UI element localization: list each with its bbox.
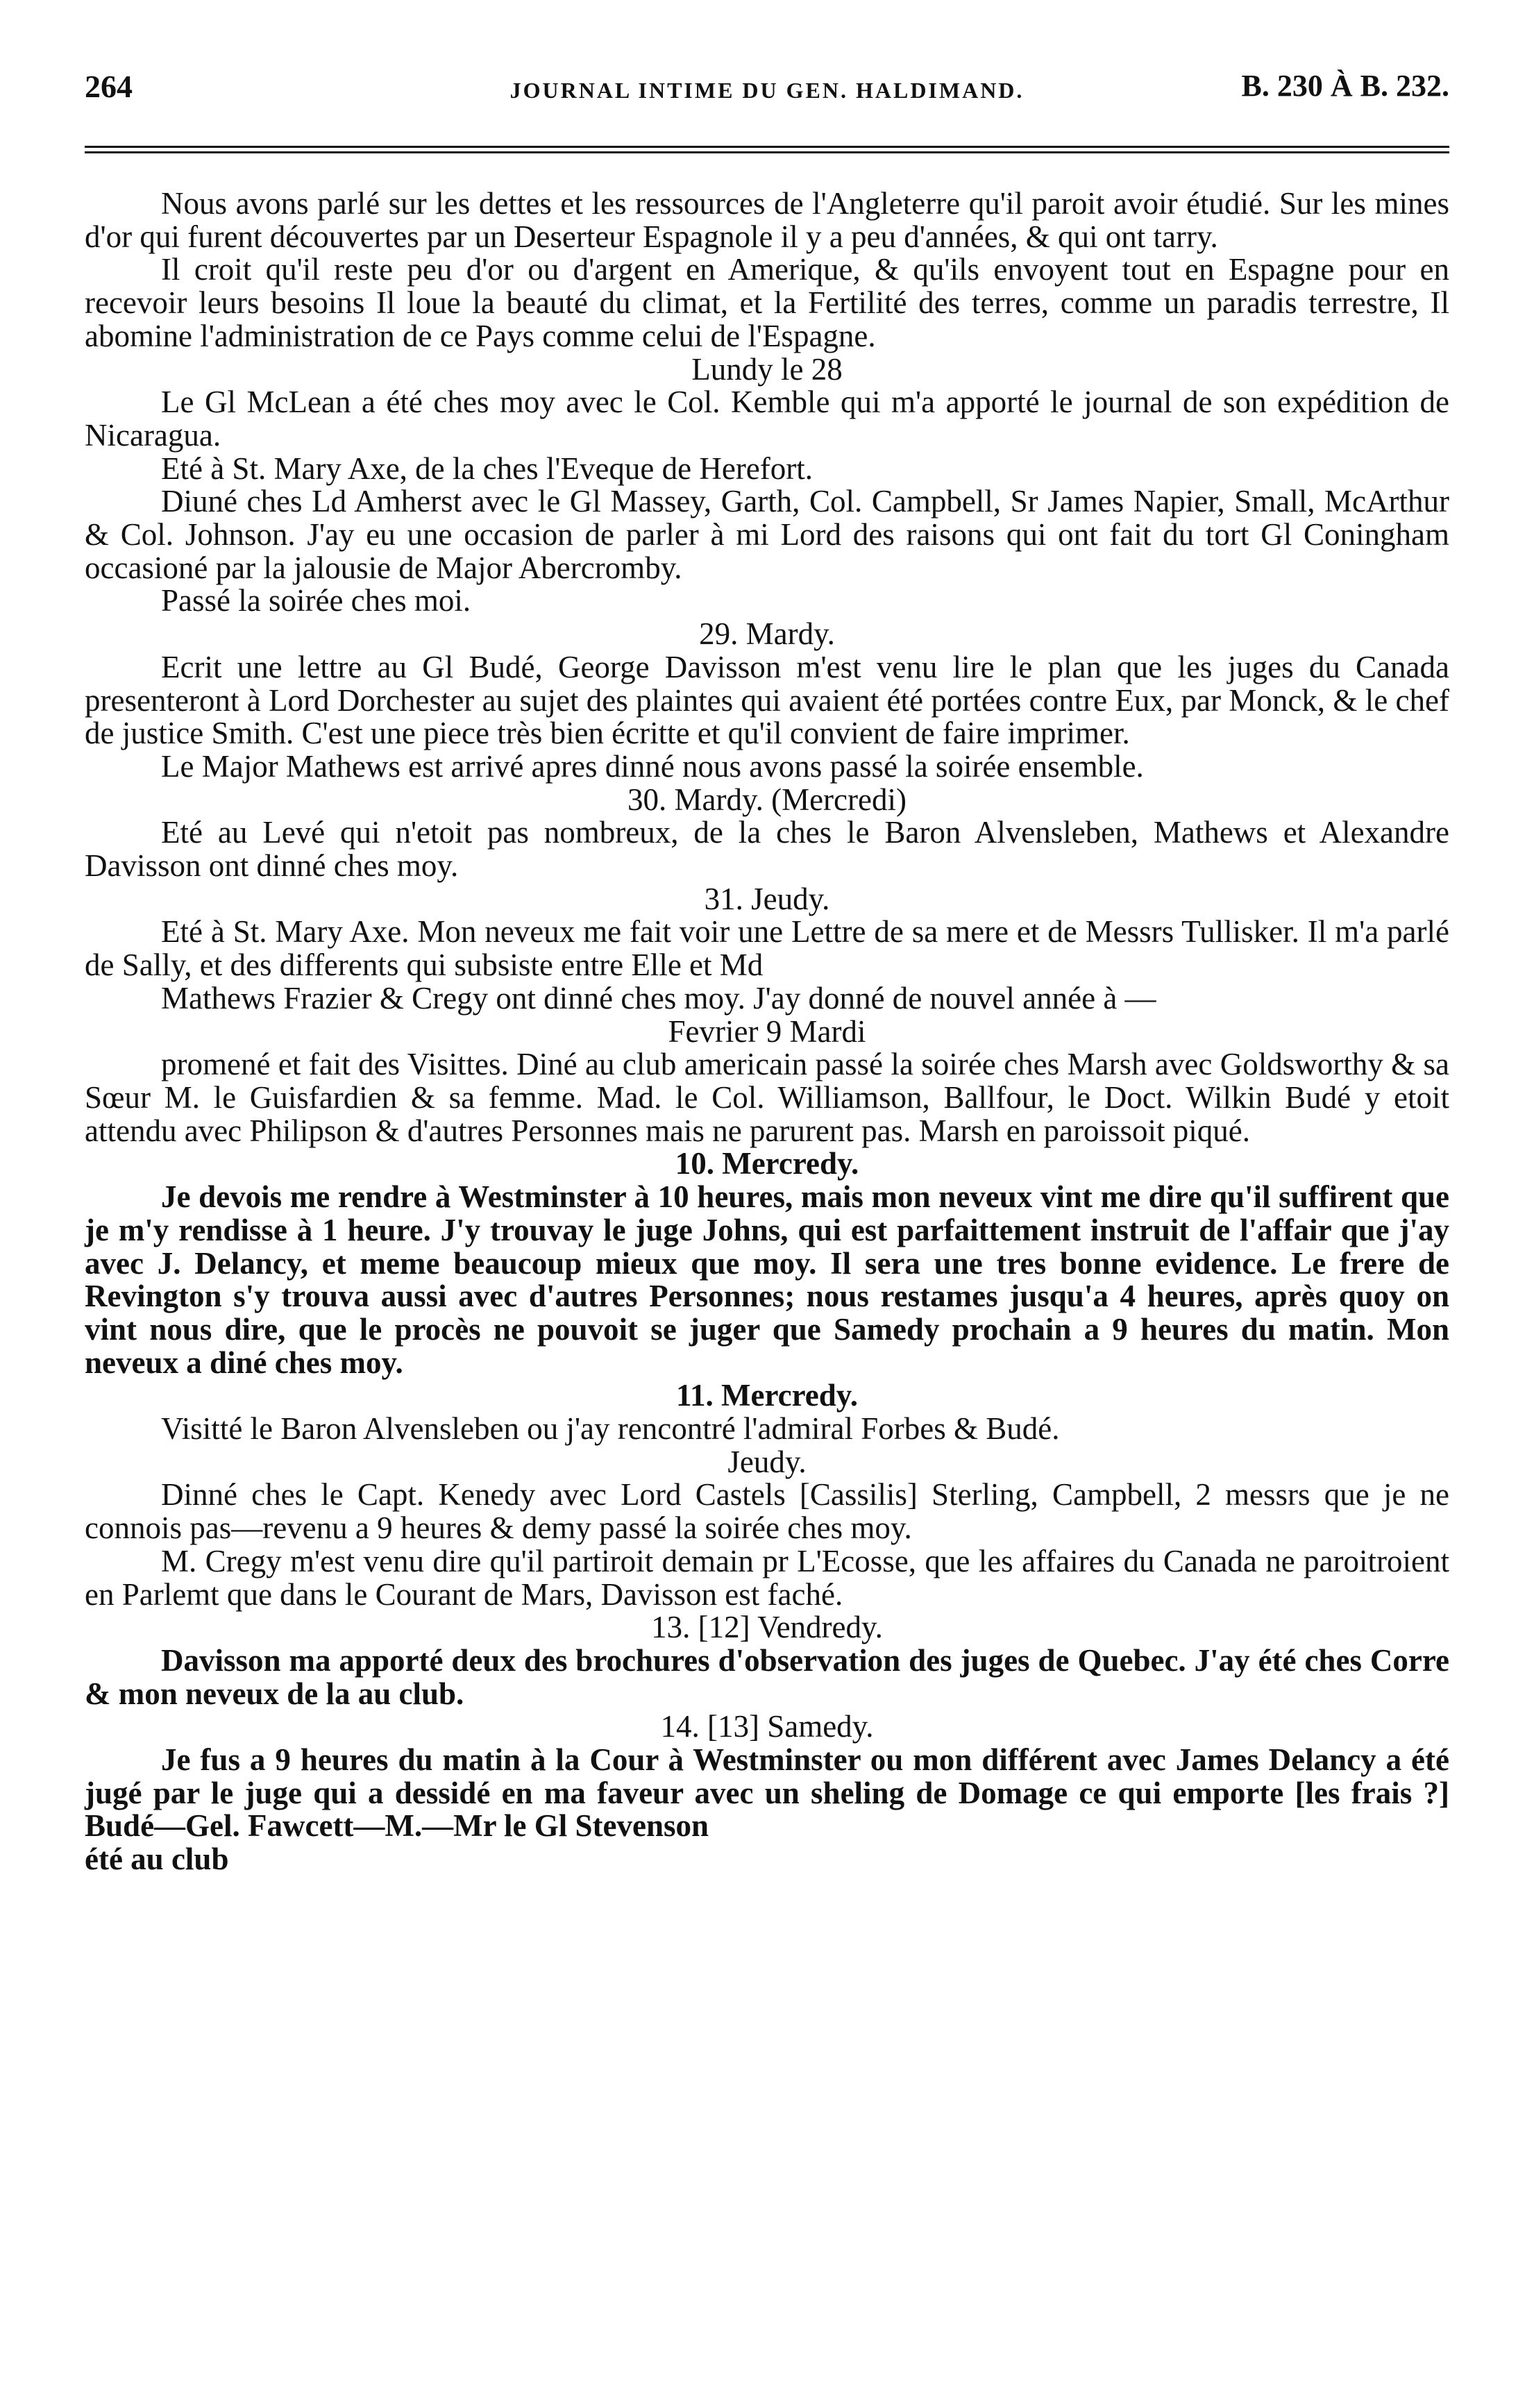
date-heading: Fevrier 9 Mardi xyxy=(668,1013,866,1049)
paragraph: Mathews Frazier & Cregy ont dinné ches moy. J'ay donné de nouvel année à — xyxy=(161,980,1156,1016)
paragraph: M. Cregy m'est venu dire qu'il partiroit demain pr L'Ecosse, que les affaires du Canada ne paroitroient en Parlemt que dans le Courant de Mars, Davisson est faché. xyxy=(85,1543,1449,1612)
date-heading: 29. Mardy. xyxy=(699,616,835,652)
paragraph: Eté à St. Mary Axe, de la ches l'Eveque de Herefort. xyxy=(161,451,814,486)
date-heading: Jeudy. xyxy=(727,1444,807,1479)
paragraph: été au club xyxy=(85,1842,229,1877)
paragraph: Diuné ches Ld Amherst avec le Gl Massey, Garth, Col. Campbell, Sr James Napier, Small, McArthur & Col. Johnson. J'ay eu une occasion de parler à mi Lord des raisons qui ont fait du tort Gl Coningham occasioné par la jalousie de Major Abercromby. xyxy=(85,484,1449,585)
header-rule-double xyxy=(85,151,1449,153)
date-heading: 31. Jeudy. xyxy=(704,881,830,916)
paragraph: Il croit qu'il reste peu d'or ou d'argent en Amerique, & qu'ils envoyent tout en Espagne pour en recevoir leurs besoins Il loue la beauté du climat, et la Fertilité des terres, comme un paradis terrestre, Il abomine l'administration de ce Pays comme celui de l'Espagne. xyxy=(85,252,1449,353)
paragraph: Eté au Levé qui n'etoit pas nombreux, de la ches le Baron Alvensleben, Mathews et Alexandre Davisson ont dinné ches moy. xyxy=(85,815,1449,884)
paragraph: Davisson ma apporté deux des brochures d'observation des juges de Quebec. J'ay été ches Corre & mon neveux de la au club. xyxy=(85,1642,1449,1711)
paragraph: promené et fait des Visittes. Diné au club americain passé la soirée ches Marsh avec Goldsworthy & sa Sœur M. le Guisfardien & sa femme. Mad. le Col. Williamson, Ballfour, le Doct. Wilkin Budé y etoit attendu avec Philipson & d'autres Personnes mais ne parurent pas. Marsh en paroissoit piqué. xyxy=(85,1047,1449,1148)
paragraph: Je devois me rendre à Westminster à 10 heures, mais mon neveux vint me dire qu'il suffirent que je m'y rendisse à 1 heure. J'y trouvay le juge Johns, qui est parfaittement instruit de l'affair que j'ay avec J. Delancy, et meme beaucoup mieux que moy. Il sera une tres bonne evidence. Le frere de Revington s'y trouva aussi avec d'autres Personnes; nous restames jusqu'a 4 heures, après quoy on vint nous dire, que le procès ne pouvoit se juger que Samedy prochain a 9 heures du matin. Mon neveux a diné ches moy. xyxy=(85,1179,1449,1380)
date-heading: 11. Mercredy. xyxy=(675,1378,859,1413)
running-title: JOURNAL INTIME DU GEN. HALDIMAND. xyxy=(509,78,1025,103)
paragraph: Le Gl McLean a été ches moy avec le Col. Kemble qui m'a apporté le journal de son expédition de Nicaragua. xyxy=(85,385,1449,453)
date-heading: 10. Mercredy. xyxy=(675,1146,859,1181)
archive-reference: B. 230 À B. 232. xyxy=(1241,69,1449,103)
journal-body xyxy=(85,187,1449,1876)
running-header xyxy=(85,68,1449,117)
paragraph: Ecrit une lettre au Gl Budé, George Davisson m'est venu lire le plan que les juges du Canada presenteront à Lord Dorchester au sujet des plaintes qui avaient été portées contre Eux, par Monck, & le chef de justice Smith. C'est une piece très bien écritte et qu'il convient de faire imprimer. xyxy=(85,649,1449,751)
date-heading: Lundy le 28 xyxy=(691,351,843,387)
paragraph: Je fus a 9 heures du matin à la Cour à Westminster ou mon différent avec James Delancy a été jugé par le juge qui a dessidé en ma faveur avec un sheling de Domage ce qui emporte [les frais ?] Budé—Gel. Fawcett—M.—Mr le Gl Stevenson xyxy=(85,1742,1449,1844)
paragraph: Eté à St. Mary Axe. Mon neveux me fait voir une Lettre de sa mere et de Messrs Tullisker. Il m'a parlé de Sally, et des differents qui subsiste entre Elle et Md xyxy=(85,914,1449,983)
paragraph: Le Major Mathews est arrivé apres dinné nous avons passé la soirée ensemble. xyxy=(161,748,1144,784)
paragraph: Passé la soirée ches moi. xyxy=(161,583,471,618)
date-heading: 13. [12] Vendredy. xyxy=(651,1610,883,1645)
page-number: 264 xyxy=(85,69,133,104)
paragraph: Nous avons parlé sur les dettes et les ressources de l'Angleterre qu'il paroit avoir étudié. Sur les mines d'or qui furent découvertes par un Deserteur Espagnole il y a peu d'années, & qui ont tarry. xyxy=(85,186,1449,254)
header-rule xyxy=(85,146,1449,148)
date-heading: 30. Mardy. (Mercredi) xyxy=(627,782,907,817)
date-heading: 14. [13] Samedy. xyxy=(660,1709,874,1744)
paragraph: Visitté le Baron Alvensleben ou j'ay rencontré l'admiral Forbes & Budé. xyxy=(161,1411,1060,1447)
paragraph: Dinné ches le Capt. Kenedy avec Lord Castels [Cassilis] Sterling, Campbell, 2 messrs que je ne connois pas—revenu a 9 heures & demy passé la soirée ches moy. xyxy=(85,1477,1449,1546)
